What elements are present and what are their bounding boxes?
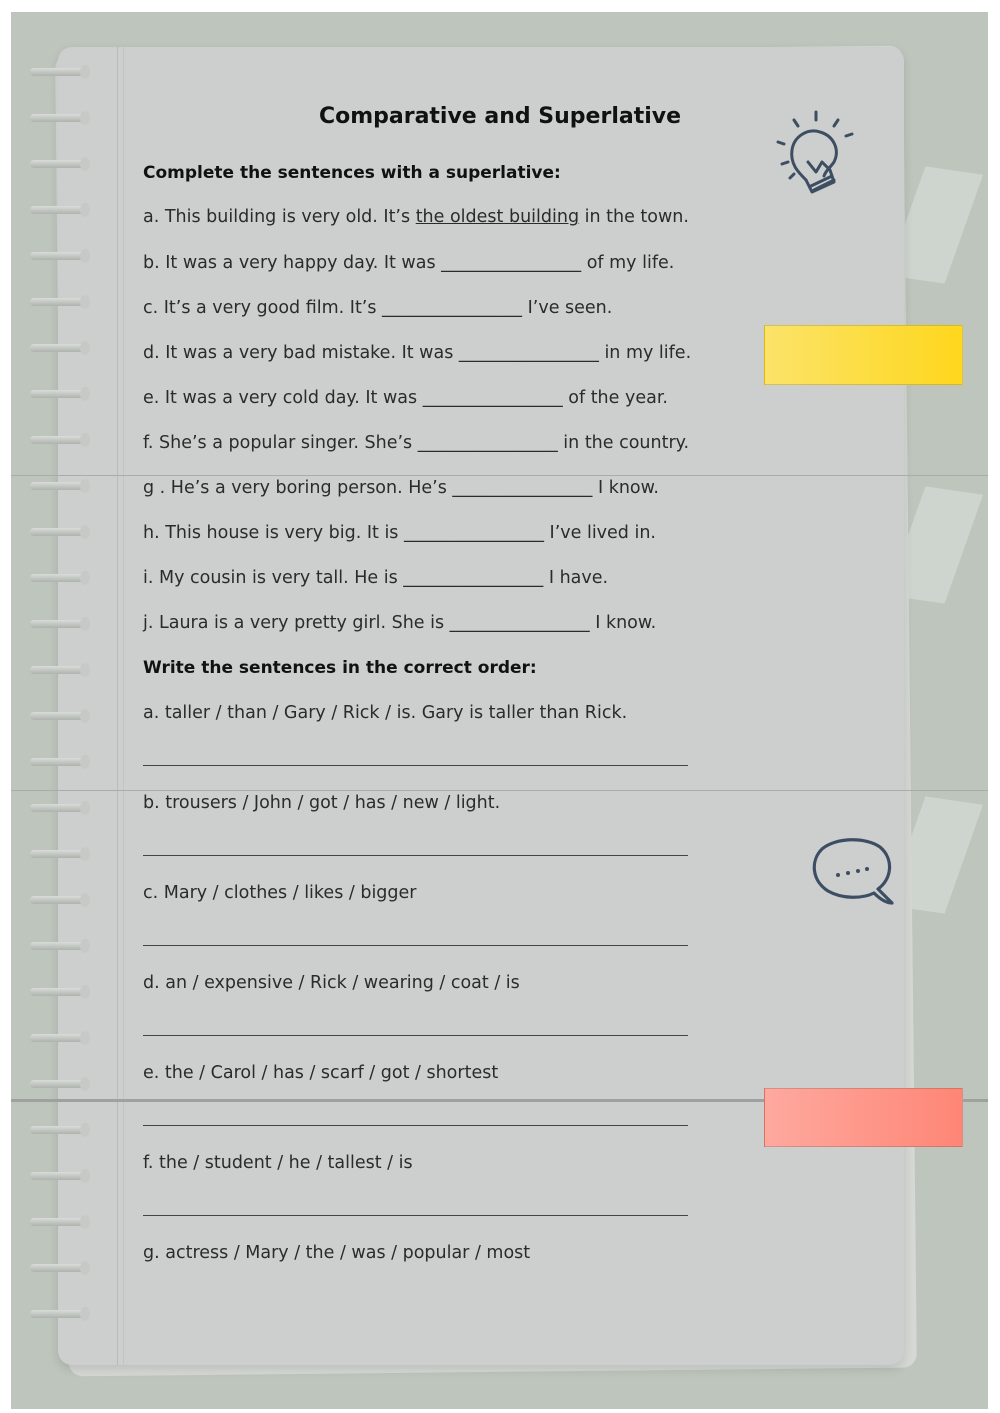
answer-line[interactable] xyxy=(143,1035,688,1036)
superlative-item-e: e. It was a very cold day. It was ________________ of the year. xyxy=(143,388,668,408)
section2-heading: Write the sentences in the correct order: xyxy=(143,658,537,678)
superlative-item-i: i. My cousin is very tall. He is ________________ I have. xyxy=(143,568,609,588)
order-item-a: a. taller / than / Gary / Rick / is. Gary is taller than Rick. xyxy=(143,703,628,723)
answer-line[interactable] xyxy=(143,945,688,946)
example-answer: the oldest building xyxy=(415,207,580,227)
answer-line[interactable] xyxy=(143,1125,688,1126)
superlative-item-h: h. This house is very big. It is ________________ I’ve lived in. xyxy=(143,523,656,543)
superlative-item-c: c. It’s a very good film. It’s ________________ I’ve seen. xyxy=(143,298,613,318)
superlative-item-d: d. It was a very bad mistake. It was ________________ in my life. xyxy=(143,343,692,363)
example-sentence xyxy=(143,207,689,227)
order-item-d: d. an / expensive / Rick / wearing / coat / is xyxy=(143,973,520,993)
answer-line[interactable] xyxy=(143,1215,688,1216)
superlative-item-j: j. Laura is a very pretty girl. She is ________________ I know. xyxy=(143,613,657,633)
worksheet-title: Comparative and Superlative xyxy=(318,104,682,129)
order-item-e: e. the / Carol / has / scarf / got / shortest xyxy=(143,1063,499,1083)
example-after: in the town. xyxy=(579,207,689,227)
order-item-g: g. actress / Mary / the / was / popular / most xyxy=(143,1243,531,1263)
order-item-c: c. Mary / clothes / likes / bigger xyxy=(143,883,417,903)
example-before: a. This building is very old. It’s xyxy=(143,207,416,227)
superlative-item-g: g . He’s a very boring person. He’s ________________ I know. xyxy=(143,478,659,498)
superlative-item-f: f. She’s a popular singer. She’s ________________ in the country. xyxy=(143,433,690,453)
section1-heading: Complete the sentences with a superlative: xyxy=(143,163,561,183)
answer-line[interactable] xyxy=(143,765,688,766)
order-item-b: b. trousers / John / got / has / new / light. xyxy=(143,793,501,813)
superlative-item-b: b. It was a very happy day. It was ________________ of my life. xyxy=(143,253,675,273)
order-item-f: f. the / student / he / tallest / is xyxy=(143,1153,413,1173)
answer-line[interactable] xyxy=(143,855,688,856)
